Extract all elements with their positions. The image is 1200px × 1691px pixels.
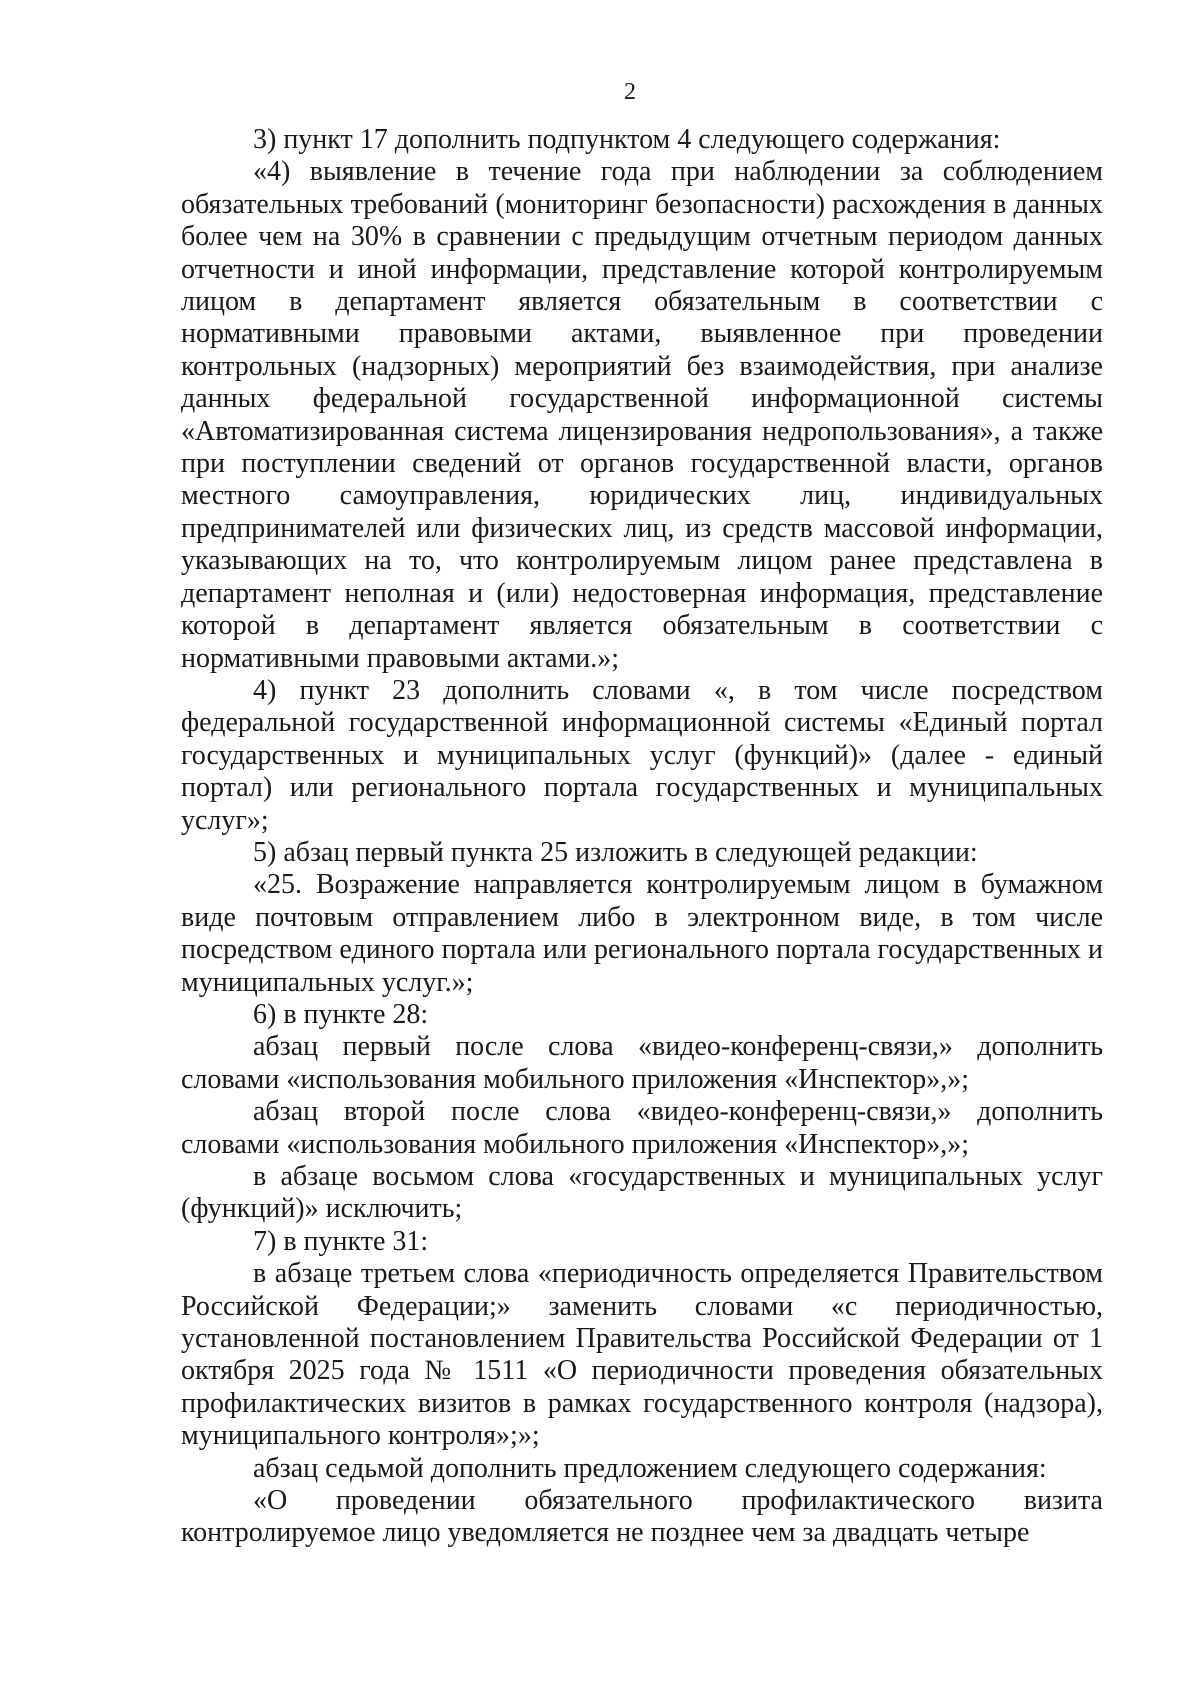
paragraph-item-7-seventh-abzac: абзац седьмой дополнить предложением следующего содержания: [253, 1452, 1047, 1484]
paragraph-item-6-second-abzac: абзац второй после слова «видео-конференц-связи,» дополнить словами «использования мобильного приложения «Инспектор»,»; [181, 1096, 1103, 1160]
paragraph-item-4: 4) пункт 23 дополнить словами «, в том числе посредством федеральной государственной информационной системы «Единый портал государственных и муниципальных услуг (функций)» (далее - единый портал) или регионального портала государственных и муниципальных услуг»; [181, 674, 1103, 836]
paragraph-item-5: 5) абзац первый пункта 25 изложить в следующей редакции: [253, 836, 978, 868]
document-body [181, 124, 1103, 1550]
paragraph-item-6-eighth-abzac: в абзаце восьмом слова «государственных и муниципальных услуг (функций)» исключить; [181, 1161, 1103, 1225]
paragraph-item-3: 3) пункт 17 дополнить подпунктом 4 следующего содержания: [253, 124, 1001, 155]
paragraph-item-7-third-abzac: в абзаце третьем слова «периодичность определяется Правительством Российской Федерации;» заменить словами «с периодичностью, установленной постановлением Правительства Российской Федерации от 1 октября 2025 года № 1511 «О периодичности проведения обязательных профилактических визитов в рамках государственного контроля (надзора), муниципального контроля»;»; [181, 1258, 1103, 1452]
paragraph-visit-notice-text: «О проведении обязательного профилактического визита контролируемое лицо уведомляется не позднее чем за двадцать четыре [181, 1485, 1103, 1549]
paragraph-item-25-text: «25. Возражение направляется контролируемым лицом в бумажном виде почтовым отправлением либо в электронном виде, в том числе посредством единого портала или регионального портала государственных и муниципальных услуг.»; [181, 869, 1103, 998]
paragraph-item-6-first-abzac: абзац первый после слова «видео-конференц-связи,» дополнить словами «использования мобильного приложения «Инспектор»,»; [181, 1031, 1103, 1095]
page-number: 2 [624, 79, 636, 105]
paragraph-item-7: 7) в пункте 31: [253, 1225, 429, 1257]
paragraph-item-6: 6) в пункте 28: [253, 998, 429, 1030]
paragraph-subitem-4-text: «4) выявление в течение года при наблюдении за соблюдением обязательных требований (мониторинг безопасности) расхождения в данных более чем на 30% в сравнении с предыдущим отчетным периодом данных отчетности и иной информации, представление которой контролируемым лицом в департамент является обязательным в соответствии с нормативными правовыми актами, выявленное при проведении контрольных (надзорных) мероприятий без взаимодействия, при анализе данных федеральной государственной информационной системы «Автоматизированная система лицензирования недропользования», а также при поступлении сведений от органов государственной власти, органов местного самоуправления, юридических лиц, индивидуальных предпринимателей или физических лиц, из средств массовой информации, указывающих на то, что контролируемым лицом ранее представлена в департамент неполная и (или) недостоверная информация, представление которой в департамент является обязательным в соответствии с нормативными правовыми актами.»; [181, 156, 1103, 674]
